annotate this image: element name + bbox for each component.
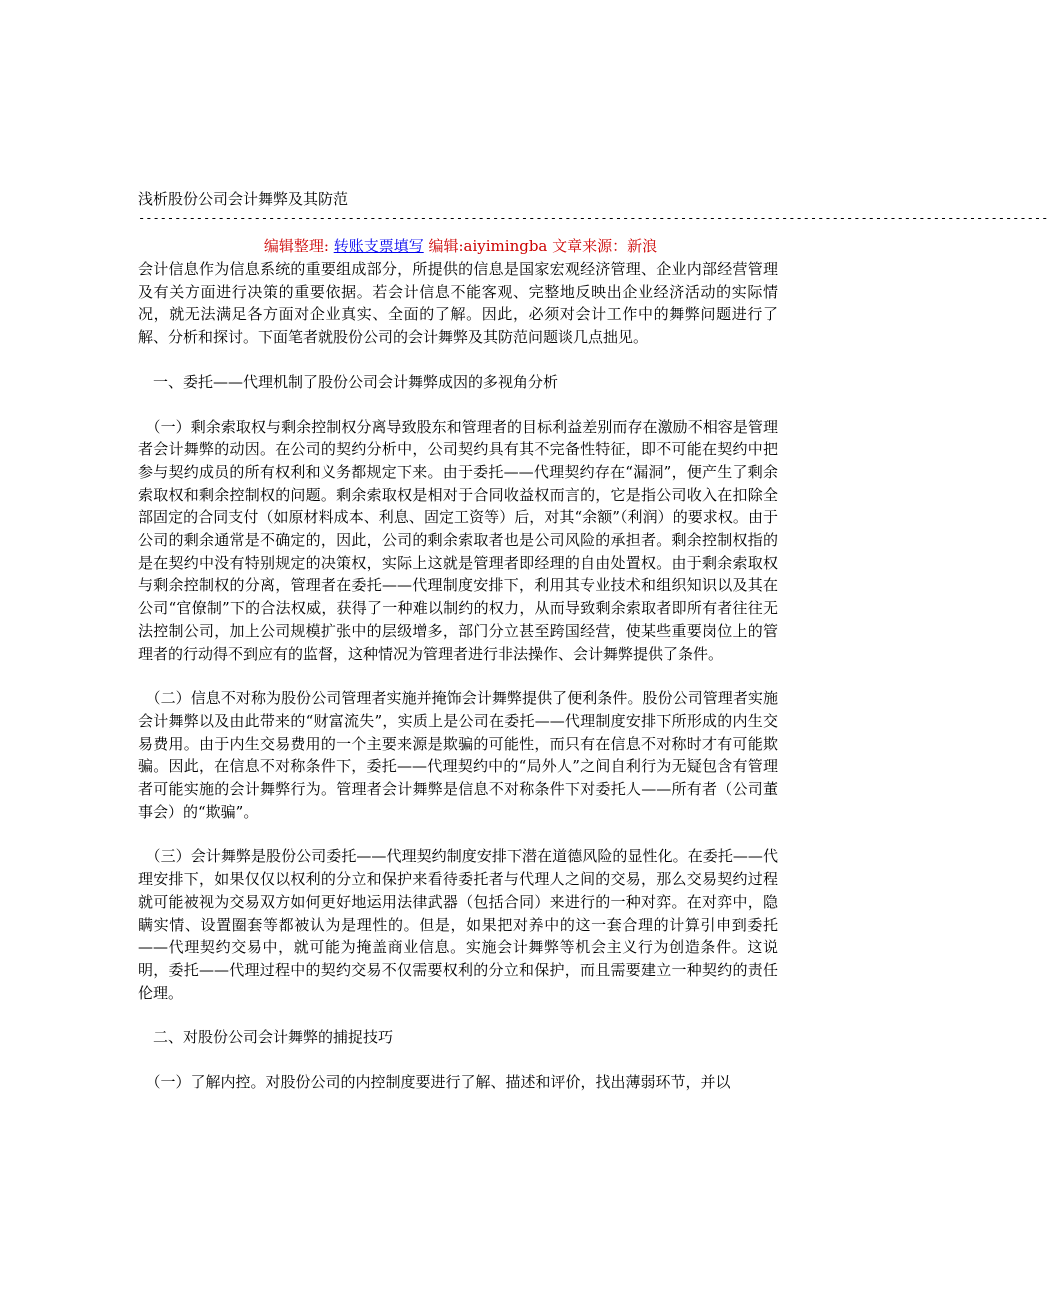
source-prefix: 编辑整理: <box>263 237 329 255</box>
article-body <box>138 258 778 1094</box>
paragraph-3: （三）会计舞弊是股份公司委托——代理契约制度安排下潜在道德风险的显性化。在委托——代理安排下，如果仅仅以权利的分立和保护来看待委托者与代理人之间的交易，那么交易契约过程就可能被视为交易双方如何更好地运用法律武器（包括合同）来进行的一种对弈。在对弈中，隐瞒实情、设置圈套等都被认为是理性的。但是，如果把对养中的这一套合理的计算引申到委托——代理契约交易中，就可能为掩盖商业信息。实施会计舞弊等机会主义行为创造条件。这说明，委托——代理过程中的契约交易不仅需要权利的分立和保护，而且需要建立一种契约的责任伦理。 <box>138 847 778 1002</box>
paragraph-1: （一）剩余索取权与剩余控制权分离导致股东和管理者的目标利益差别而存在激励不相容是管理者会计舞弊的动因。在公司的契约分析中，公司契约具有其不完备性特征，即不可能在契约中把参与契约成员的所有权利和义务都规定下来。由于委托——代理契约存在“漏洞”，便产生了剩余索取权和剩余控制权的问题。剩余索取权是相对于合同收益权而言的，它是指公司收入在扣除全部固定的合同支付（如原材料成本、利息、固定工资等）后，对其“余额”（利润）的要求权。由于公司的剩余通常是不确定的，因此，公司的剩余索取者也是公司风险的承担者。剩余控制权指的是在契约中没有特别规定的决策权，实际上这就是管理者即经理的自由处置权。由于剩余索取权与剩余控制权的分离，管理者在委托——代理制度安排下，利用其专业技术和组织知识以及其在公司“官僚制”下的合法权威，获得了一种难以制约的权力，从而导致剩余索取者即所有者往往无法控制公司，加上公司规模扩张中的层级增多，部门分立甚至跨国经营，使某些重要岗位上的管理者的行动得不到应有的监督，这种情况为管理者进行非法操作、会计舞弊提供了条件。 <box>138 417 778 663</box>
article-title: 浅析股份公司会计舞弊及其防范 <box>138 190 349 208</box>
source-link[interactable]: 转账支票填写 <box>333 237 424 255</box>
source-suffix: 编辑:aiyimingba 文章来源：新浪 <box>428 237 658 255</box>
source-line <box>138 235 783 256</box>
section-heading-2: 二、对股份公司会计舞弊的捕捉技巧 <box>138 1028 394 1047</box>
paragraph-intro: 会计信息作为信息系统的重要组成部分，所提供的信息是国家宏观经济管理、企业内部经营管理及有关方面进行决策的重要依据。若会计信息不能客观、完整地反映出企业经济活动的实际情况，就无法满足各方面对企业真实、全面的了解。因此，必须对会计工作中的舞弊问题进行了解、分析和探讨。下面笔者就股份公司的会计舞弊及其防范问题谈几点拙见。 <box>138 260 778 347</box>
paragraph-2: （二）信息不对称为股份公司管理者实施并掩饰会计舞弊提供了便利条件。股份公司管理者实施会计舞弊以及由此带来的“财富流失”，实质上是公司在委托——代理制度安排下所形成的内生交易费用。由于内生交易费用的一个主要来源是欺骗的可能性，而只有在信息不对称时才有可能欺骗。因此，在信息不对称条件下，委托——代理契约中的“局外人”之间自利行为无疑包含有管理者可能实施的会计舞弊行为。管理者会计舞弊是信息不对称条件下对委托人——所有者（公司董事会）的“欺骗”。 <box>138 689 778 821</box>
section-heading-1: 一、委托——代理机制了股份公司会计舞弊成因的多视角分析 <box>138 372 559 391</box>
separator-line: ------------------------------------------------------------------------------------------------------------------------------ <box>138 211 1048 225</box>
paragraph-4: （一）了解内控。对股份公司的内控制度要进行了解、描述和评价，找出薄弱环节，并以 <box>138 1073 731 1092</box>
